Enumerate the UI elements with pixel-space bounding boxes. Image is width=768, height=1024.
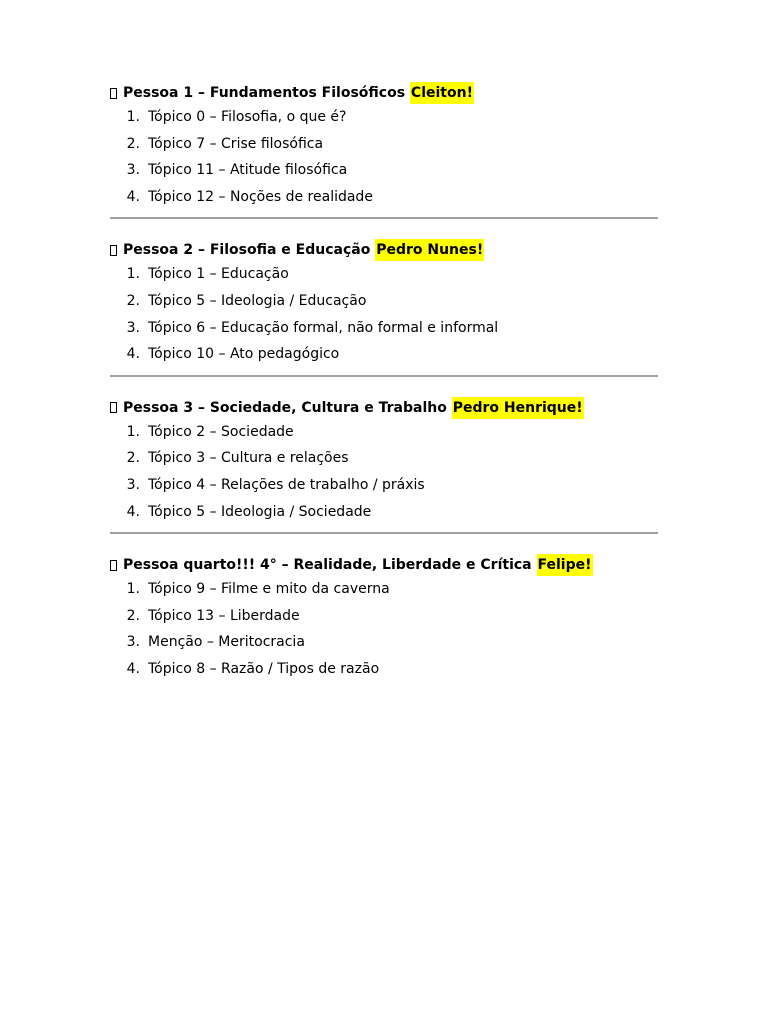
- list-item: [110, 656, 658, 683]
- item-number: 3.: [126, 319, 140, 336]
- item-number: 1.: [126, 266, 140, 283]
- list-item: [110, 261, 658, 288]
- list-item: [110, 603, 658, 630]
- missing-glyph-icon: [110, 245, 117, 256]
- list-item: [110, 499, 658, 526]
- topic-list: [110, 261, 658, 367]
- document-page: [110, 82, 658, 683]
- list-item: [110, 445, 658, 472]
- item-text: Tópico 11 – Atitude filosófica: [148, 162, 348, 179]
- list-item: [110, 288, 658, 315]
- person-name-highlight: Felipe!: [537, 554, 593, 576]
- item-number: 4.: [126, 188, 140, 205]
- person-name-highlight: Pedro Nunes!: [375, 239, 484, 261]
- section-heading: [110, 397, 658, 419]
- item-text: Tópico 13 – Liberdade: [148, 607, 300, 624]
- item-number: 3.: [126, 634, 140, 651]
- item-number: 3.: [126, 476, 140, 493]
- item-number: 1.: [126, 109, 140, 125]
- list-item: [110, 472, 658, 499]
- section-pessoa-2: [110, 239, 658, 367]
- item-text: Tópico 6 – Educação formal, não formal e informal: [148, 319, 499, 336]
- person-name-highlight: Cleiton!: [410, 82, 474, 104]
- section-heading: [110, 554, 658, 576]
- section-pessoa-4: [110, 554, 658, 682]
- section-pessoa-3: [110, 397, 658, 525]
- topic-list: [110, 576, 658, 682]
- section-title: Pessoa 2 – Filosofia e Educação: [123, 242, 371, 259]
- section-divider: [110, 375, 658, 377]
- item-number: 4.: [126, 503, 140, 520]
- item-number: 2.: [126, 607, 140, 624]
- section-title: Pessoa 3 – Sociedade, Cultura e Trabalho: [123, 399, 447, 416]
- list-item: [110, 104, 658, 131]
- item-text: Tópico 12 – Noções de realidade: [148, 188, 373, 205]
- item-number: 4.: [126, 346, 140, 363]
- list-item: [110, 315, 658, 342]
- section-pessoa-1: [110, 82, 658, 210]
- topic-list: [110, 419, 658, 525]
- topic-list: [110, 104, 658, 210]
- list-item: [110, 184, 658, 211]
- item-number: 2.: [126, 450, 140, 467]
- item-text: Tópico 0 – Filosofia, o que é?: [148, 109, 347, 125]
- item-text: Menção – Meritocracia: [148, 634, 305, 651]
- section-heading: [110, 239, 658, 261]
- list-item: [110, 157, 658, 184]
- item-text: Tópico 3 – Cultura e relações: [148, 450, 349, 467]
- missing-glyph-icon: [110, 402, 117, 413]
- section-title: Pessoa 1 – Fundamentos Filosóficos: [123, 85, 406, 101]
- list-item: [110, 341, 658, 368]
- section-divider: [110, 532, 658, 534]
- missing-glyph-icon: [110, 88, 117, 99]
- person-name-highlight: Pedro Henrique!: [452, 397, 584, 419]
- section-heading: [110, 82, 658, 104]
- list-item: [110, 131, 658, 158]
- item-text: Tópico 10 – Ato pedagógico: [148, 346, 340, 363]
- list-item: [110, 419, 658, 446]
- item-number: 1.: [126, 581, 140, 598]
- missing-glyph-icon: [110, 560, 117, 571]
- item-text: Tópico 9 – Filme e mito da caverna: [148, 581, 390, 598]
- item-number: 4.: [126, 660, 140, 677]
- item-text: Tópico 5 – Ideologia / Sociedade: [148, 503, 372, 520]
- item-text: Tópico 8 – Razão / Tipos de razão: [148, 660, 380, 677]
- item-number: 2.: [126, 135, 140, 152]
- list-item: [110, 576, 658, 603]
- item-text: Tópico 2 – Sociedade: [148, 423, 294, 440]
- item-text: Tópico 5 – Ideologia / Educação: [148, 292, 367, 309]
- item-number: 2.: [126, 292, 140, 309]
- item-number: 3.: [126, 162, 140, 179]
- section-title: Pessoa quarto!!! 4° – Realidade, Liberdade e Crítica: [123, 557, 532, 574]
- list-item: [110, 629, 658, 656]
- item-text: Tópico 4 – Relações de trabalho / práxis: [148, 476, 425, 493]
- section-divider: [110, 217, 658, 219]
- item-text: Tópico 7 – Crise filosófica: [148, 135, 324, 152]
- item-text: Tópico 1 – Educação: [148, 266, 289, 283]
- item-number: 1.: [126, 423, 140, 440]
